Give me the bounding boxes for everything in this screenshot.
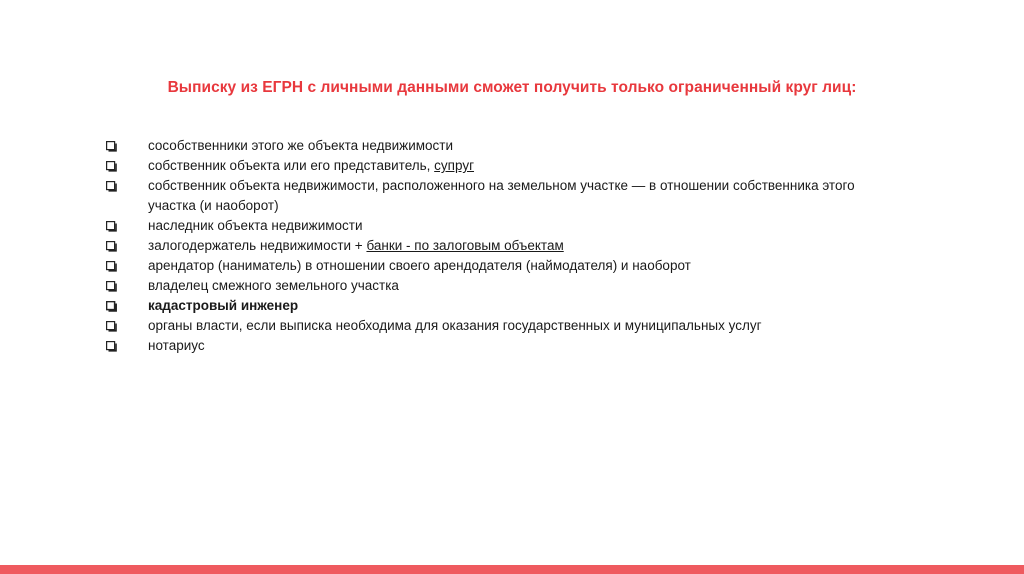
checkbox-shadow-icon	[106, 281, 117, 292]
spouse-link[interactable]: супруг	[434, 158, 475, 173]
list-item	[106, 136, 896, 156]
checkbox-shadow-icon	[106, 241, 117, 252]
slide-title: Выписку из ЕГРН с личными данными сможет получить только ограниченный круг лиц:	[167, 79, 857, 96]
bottom-accent-bar	[0, 565, 1024, 574]
checkbox-shadow-icon	[106, 261, 117, 272]
checkbox-shadow-icon	[106, 321, 117, 332]
checkbox-shadow-icon	[106, 181, 117, 192]
list-item-text: собственник объекта или его представитель,	[148, 158, 435, 173]
list-item	[106, 156, 896, 176]
list-item	[106, 236, 896, 256]
list-item-text: арендатор (наниматель) в отношении своего арендодателя (наймодателя) и наоборот	[148, 258, 691, 273]
banks-link[interactable]: банки - по залоговым объектам	[366, 238, 564, 253]
checkbox-shadow-icon	[106, 161, 117, 172]
list-item-text: владелец смежного земельного участка	[148, 278, 399, 293]
list-item-text: наследник объекта недвижимости	[148, 218, 363, 233]
list-item	[106, 256, 896, 276]
checkbox-shadow-icon	[106, 221, 117, 232]
checkbox-shadow-icon	[106, 341, 117, 352]
list-item	[106, 316, 896, 336]
list-item	[106, 296, 896, 316]
list-item-text: кадастровый инженер	[148, 298, 299, 313]
list-item	[106, 336, 896, 356]
list-item	[106, 216, 896, 236]
list-item-text: собственник объекта недвижимости, расположенного на земельном участке — в отношении собственника этого участка (и наоборот)	[148, 178, 855, 213]
checkbox-shadow-icon	[106, 301, 117, 312]
list-item	[106, 176, 896, 216]
checkbox-shadow-icon	[106, 141, 117, 152]
list-item	[106, 276, 896, 296]
list-item-text: органы власти, если выписка необходима для оказания государственных и муниципальных услуг	[148, 318, 762, 333]
bullet-list	[106, 136, 896, 356]
list-item-text: нотариус	[148, 338, 205, 353]
list-item-text: сособственники этого же объекта недвижимости	[148, 138, 453, 153]
list-item-text: залогодержатель недвижимости +	[148, 238, 367, 253]
